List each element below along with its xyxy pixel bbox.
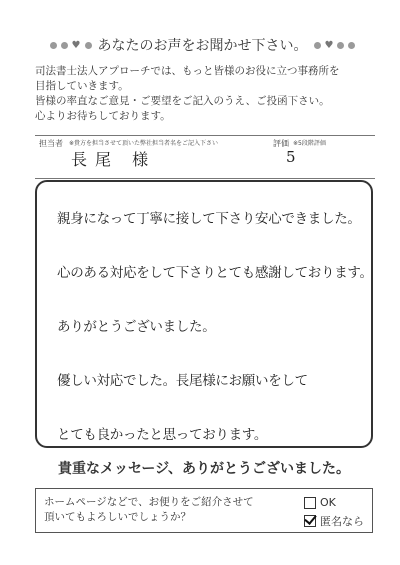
staff-rating-row	[35, 135, 375, 179]
message-line: とても良かったと思っております。	[57, 427, 268, 443]
checkbox-anonymous[interactable]	[304, 515, 316, 527]
message-box	[35, 180, 373, 448]
intro-line: 目指していきます。	[35, 80, 129, 92]
intro-text	[35, 64, 375, 124]
message-line: 心のある対応をして下さりとても感謝しております。	[57, 265, 373, 281]
consent-question-line: 頂いてもよろしいでしょうか？	[44, 511, 191, 523]
thanks-message: 貴重なメッセージ、ありがとうございました。	[57, 461, 351, 477]
option-ok-label: OK	[320, 496, 336, 509]
consent-question	[44, 495, 254, 525]
message-line: 親身になって丁寧に接して下さり安心できました。	[57, 211, 361, 227]
rating-value: 5	[286, 148, 296, 166]
consent-box	[35, 488, 373, 533]
message-line: 優しい対応でした。長尾様にお願いをして	[57, 373, 308, 389]
checkbox-ok[interactable]	[304, 497, 316, 509]
intro-line: 心よりお待ちしております。	[35, 110, 171, 122]
page-title: あなたのお声をお聞かせ下さい。	[97, 38, 308, 54]
option-ok[interactable]	[304, 496, 336, 509]
message-line: ありがとうございました。	[57, 319, 216, 335]
option-anonymous[interactable]	[304, 513, 364, 529]
rating-label: 評価	[273, 139, 289, 148]
rating-note: ※5段階評価	[293, 140, 326, 147]
staff-label: 担当者	[39, 139, 63, 148]
decor-dots-right: ♥	[314, 42, 356, 49]
intro-line: 皆様の率直なご意見・ご要望をご記入のうえ、ご投函下さい。	[35, 95, 330, 107]
staff-name: 長尾 様	[71, 150, 157, 169]
option-anonymous-label: 匿名なら	[320, 515, 364, 528]
header-banner	[30, 36, 375, 54]
staff-note: ※貴方を担当させて頂いた弊社担当者名をご記入下さい	[69, 140, 219, 147]
decor-dots-left: ♥	[50, 42, 92, 49]
consent-question-line: ホームページなどで、お便りをご紹介させて	[44, 496, 254, 508]
intro-line: 司法書士法人アプローチでは、もっと皆様のお役に立つ事務所を	[35, 65, 340, 77]
